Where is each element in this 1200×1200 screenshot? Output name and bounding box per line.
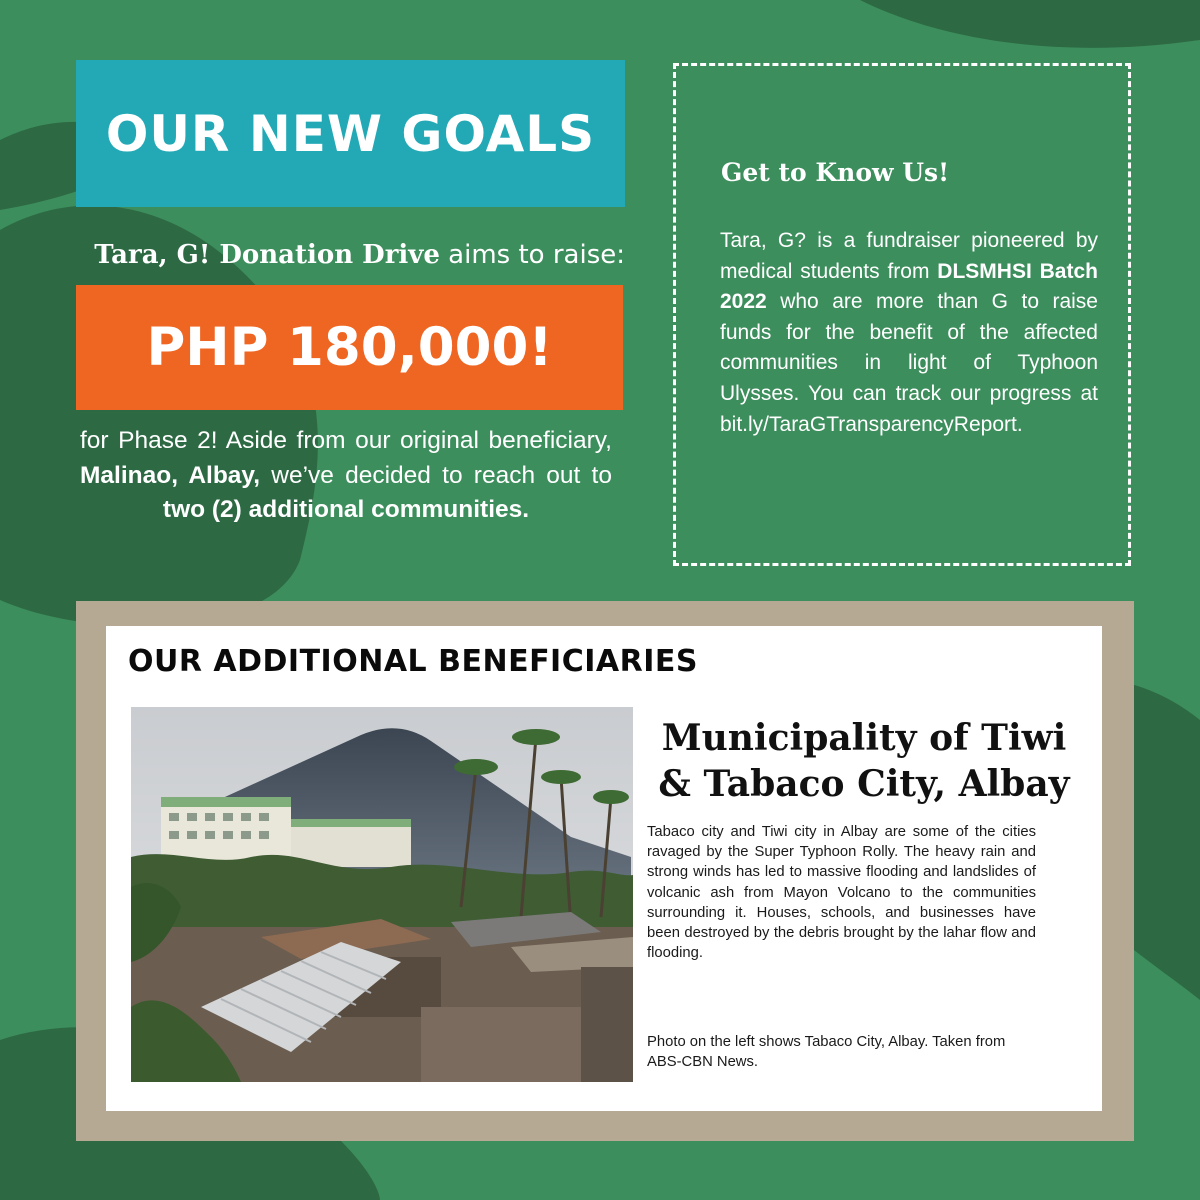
additional-communities: two (2) additional communities. (162, 496, 530, 523)
municipality-title (634, 715, 1094, 807)
photo-credit: Photo on the left shows Tabaco City, Albay. Taken from ABS-CBN News. (647, 1034, 1006, 1071)
municipality-title-line-2: & Tabaco City, Albay (658, 763, 1070, 805)
drive-name: Tara, G! Donation Drive (94, 240, 440, 270)
know-us-text (720, 226, 1098, 440)
know-us-text-2: who are more than G to raise funds for the benefit of the affected communities in light of Typhoon Ulysses. You can track our progress at bit.ly/TaraGTransparencyReport. (720, 290, 1098, 436)
batch-name: DLSMHSI Batch 2022 (720, 259, 1098, 314)
get-to-know-us-box (673, 63, 1131, 566)
goals-banner (76, 60, 625, 207)
know-us-text-1: Tara, G? is a fundraiser pioneered by medical students from (720, 229, 1098, 283)
beneficiaries-title: OUR ADDITIONAL BENEFICIARIES (128, 644, 698, 679)
tabaco-city-photo (131, 707, 633, 1082)
know-us-title: Get to Know Us! (721, 158, 950, 187)
original-beneficiary: Malinao, Albay, (80, 461, 261, 489)
beneficiaries-card (106, 626, 1102, 1111)
aims-text: aims to raise: (439, 240, 625, 270)
municipality-description: Tabaco city and Tiwi city in Albay are some of the cities ravaged by the Super Typhoon Rolly. The heavy rain and strong winds has led to massive flooding and landslides of volcanic ash from Mayon Volcano to the communities surrounding it. Houses, schools, and businesses have been destroyed by the debris brought by the lahar flow and flooding. (647, 824, 1036, 962)
phase-description (80, 424, 612, 528)
amount-banner (76, 285, 623, 410)
municipality-title-line-1: Municipality of Tiwi (661, 717, 1067, 759)
aims-line (80, 240, 625, 270)
phase-text-2: we’ve decided to reach out to (260, 461, 612, 489)
phase-text-1: for Phase 2! Aside from our original beneficiary, (80, 427, 612, 454)
goal-amount: PHP 180,000! (146, 317, 553, 378)
goals-banner-title: OUR NEW GOALS (105, 104, 596, 163)
